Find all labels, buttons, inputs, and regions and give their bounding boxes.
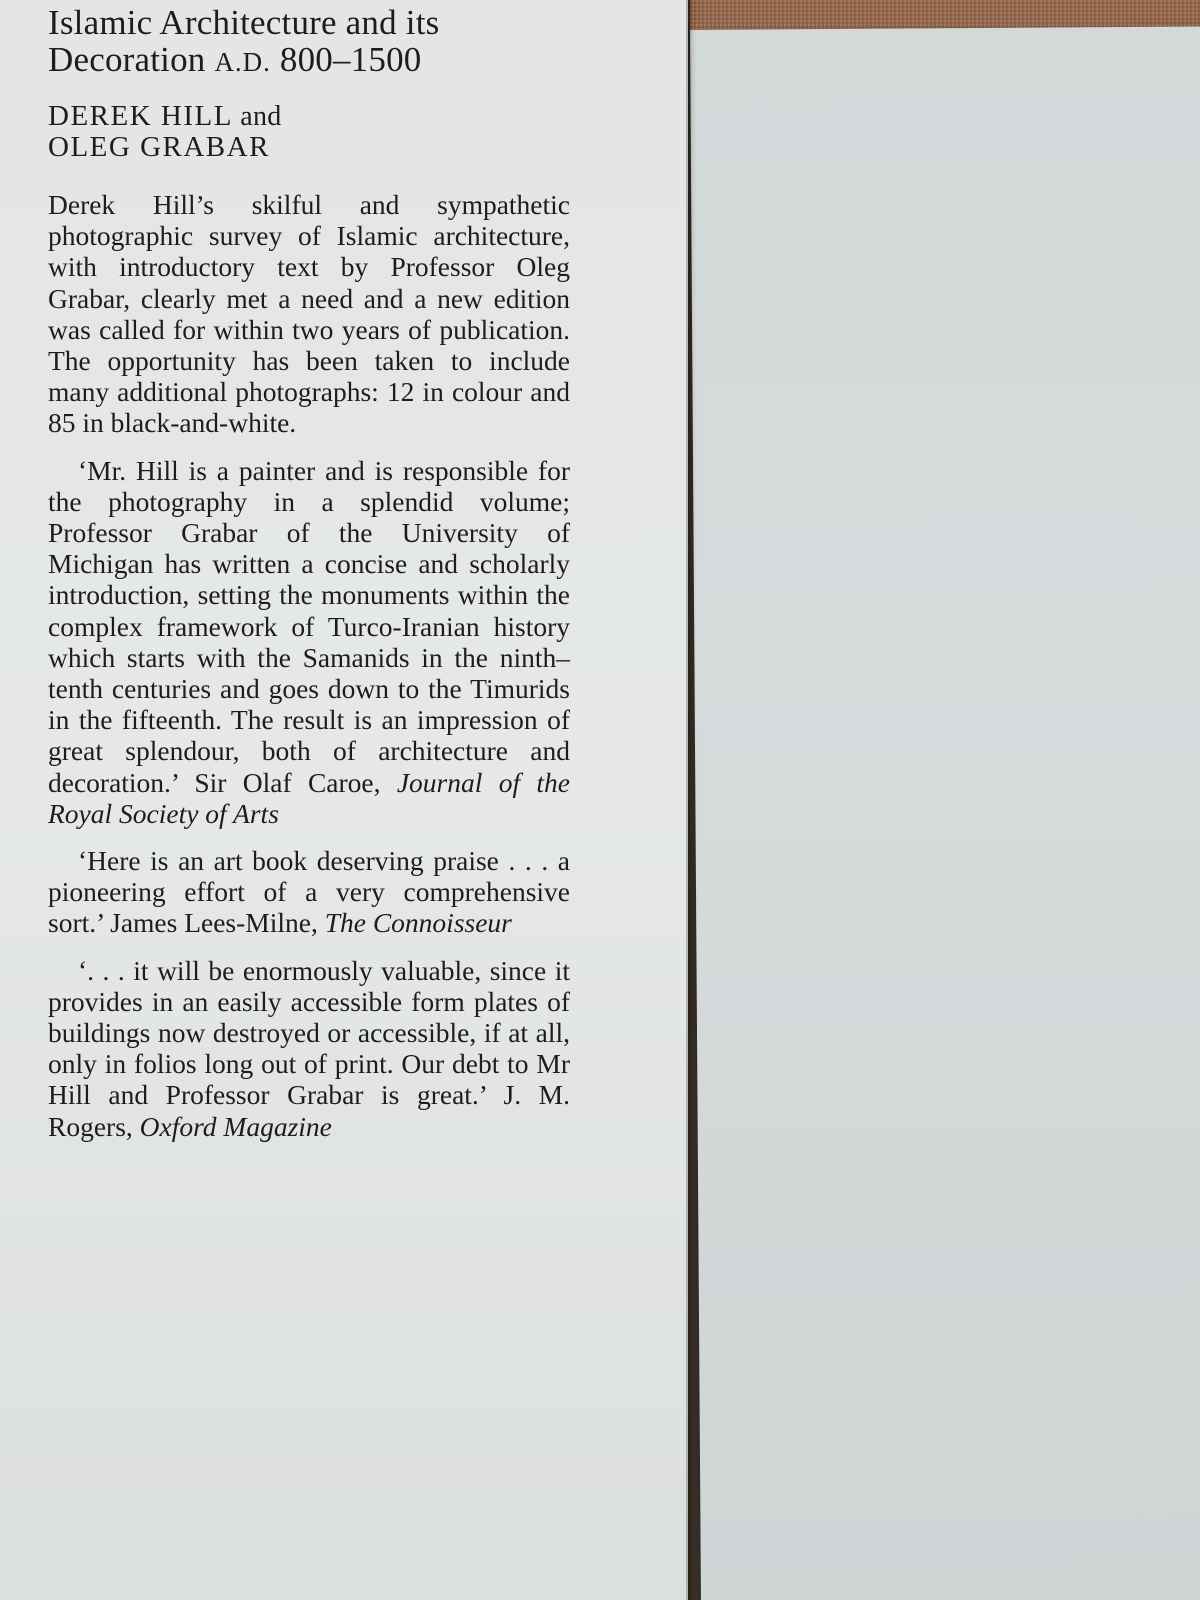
book-authors <box>48 101 570 163</box>
title-line-1: Islamic Architecture and its <box>48 3 440 42</box>
author-1: DEREK HILL <box>48 100 233 132</box>
review-1 <box>48 455 570 829</box>
flap-text <box>48 0 570 1142</box>
blurb-paragraph: Derek Hill’s skilful and sympathetic photographic survey of Islamic architecture, with introductory text by Professor Oleg Grabar, clearly met a need and a new edition was called for within two years of publication. The opportunity has been taken to include many additional photographs: 12 in colour and 85 in black-and-white. <box>48 189 570 439</box>
review-2-quote: ‘Here is an art book deserving praise . . . a pioneering effort of a very comprehensive sort.’ <box>48 845 570 939</box>
review-3-reviewer: J. M. Rogers, <box>48 1079 570 1142</box>
title-line-2-prefix: Decoration <box>48 40 215 79</box>
review-1-quote: ‘Mr. Hill is a painter and is responsible for the photography in a splendid volume; Professor Grabar of the University of Michigan has written a concise and scholarly introduction, setting the monuments within the complex framework of Turco-Iranian history which starts with the Samanids in the ninth–tenth centuries and goes down to the Timurids in the fifteenth. The result is an impression of great splendour, both of architecture and decoration.’ <box>48 454 570 798</box>
flap-edge-shadow <box>686 0 692 1600</box>
review-2 <box>48 845 570 939</box>
review-2-reviewer: James Lees-Milne, <box>103 907 325 939</box>
review-1-publication: Journal of the Royal Society of Arts <box>48 766 570 829</box>
title-era: A.D. <box>214 47 271 77</box>
review-3 <box>48 955 570 1142</box>
author-join: and <box>232 101 282 132</box>
review-3-quote: ‘. . . it will be enormously valuable, since it provides in an easily accessible form plates of buildings now destroyed or accessible, if at all, only in folios long out of print. Our debt to Mr Hill and Professor Grabar is great.’ <box>48 954 570 1111</box>
review-1-reviewer: Sir Olaf Caroe, <box>178 766 397 798</box>
book-title <box>48 0 570 81</box>
title-years: 800–1500 <box>270 40 422 79</box>
author-2: OLEG GRABAR <box>48 131 270 163</box>
endpaper <box>690 26 1200 1600</box>
review-2-publication: The Connoisseur <box>324 907 512 939</box>
review-3-publication: Oxford Magazine <box>139 1110 332 1142</box>
